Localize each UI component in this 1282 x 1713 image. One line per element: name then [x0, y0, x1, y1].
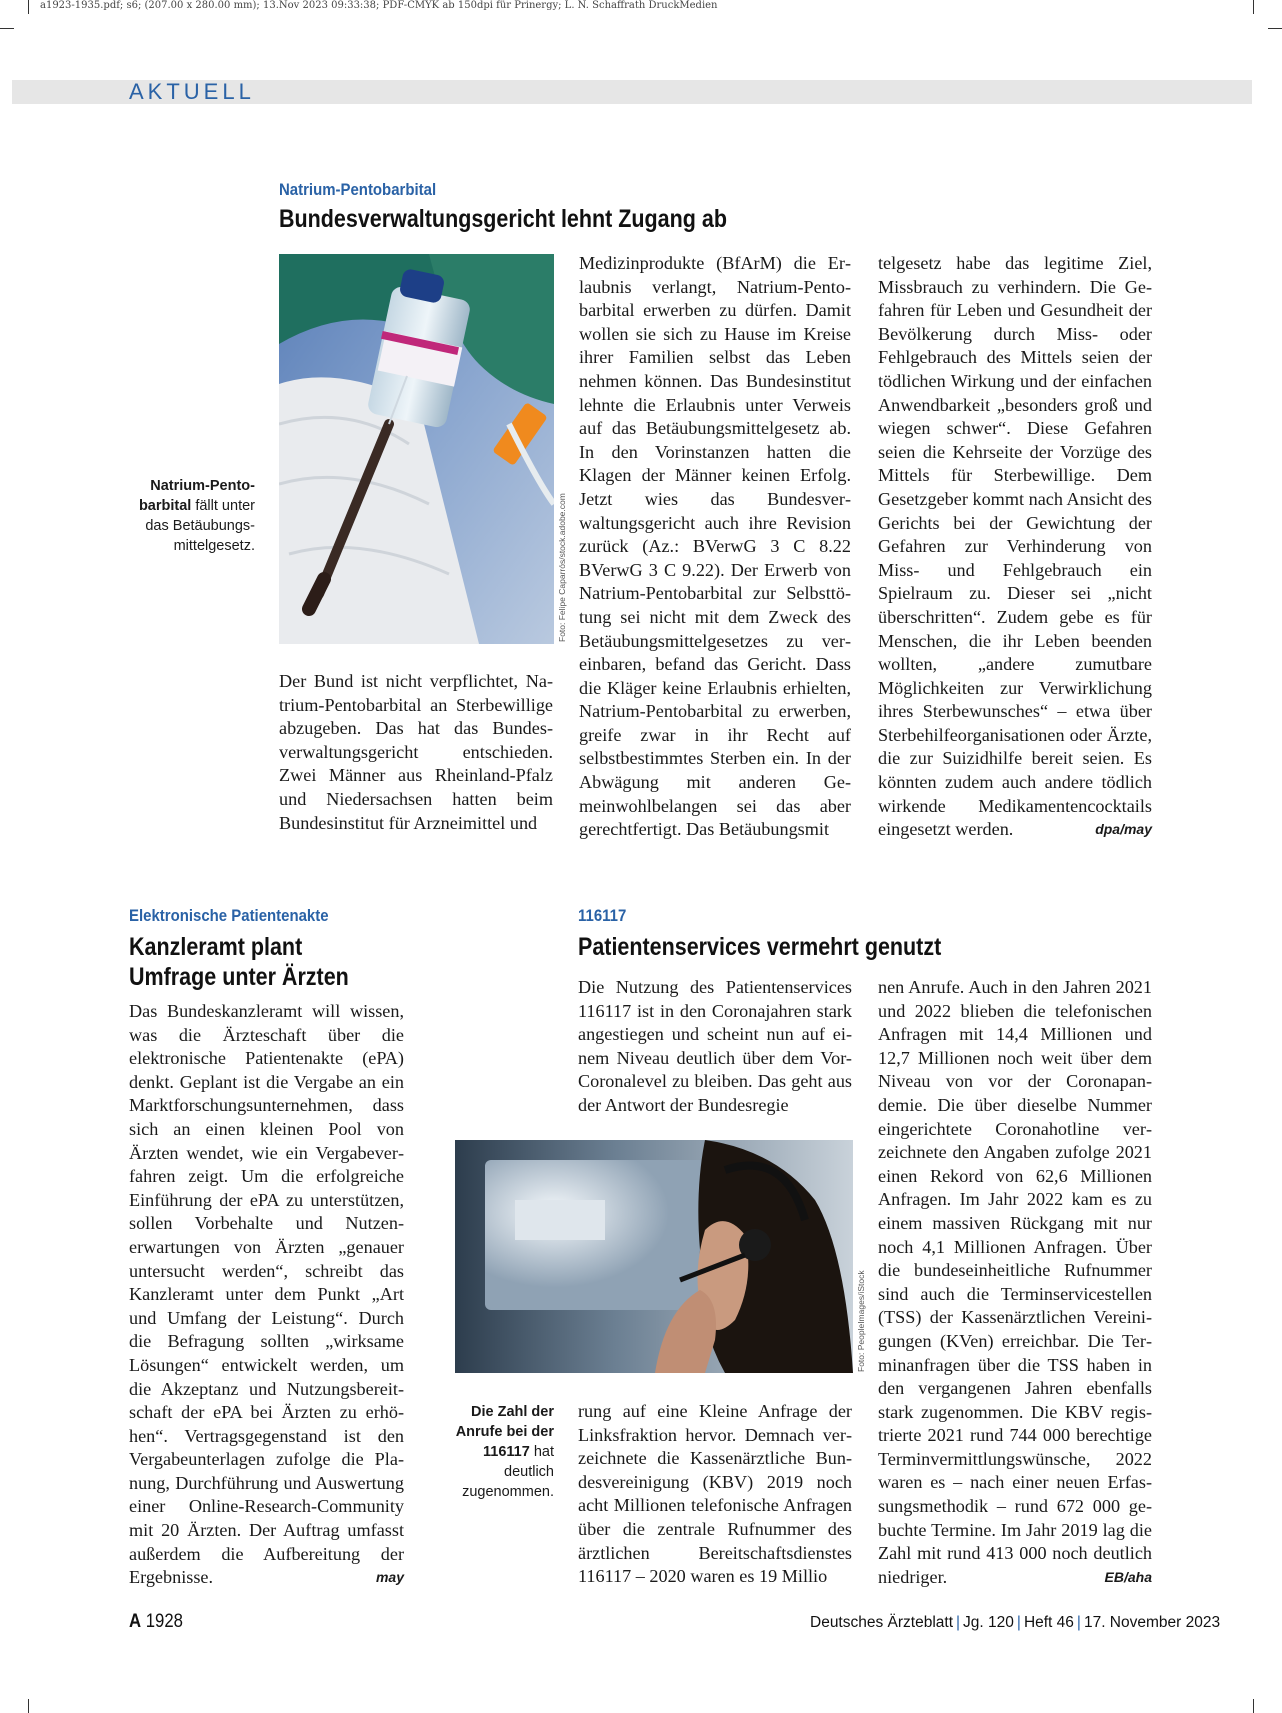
article2-headline-line1: Kanzleramt plant [129, 933, 303, 961]
article3-photo-credit: Foto: PeopleImages/iStock [856, 1270, 866, 1372]
caption-bold: Natrium-Pento-barbital [138, 478, 255, 514]
page-prefix: A [129, 1611, 142, 1632]
article1-column-2 [579, 252, 851, 842]
crop-mark [28, 0, 29, 14]
page-number-value: 1928 [145, 1611, 183, 1632]
article3-column-1-bottom [578, 1400, 852, 1589]
section-label: AKTUELL [129, 79, 255, 104]
journal-footer [810, 1614, 1221, 1632]
article3-col2-body: nen Anrufe. Auch in den Jahren 2021 und 2022 blieben die telefonischen Anfragen mit 14,4 Millionen und 12,7 Millionen noch weit über dem Niveau von vor der Coronapandemie. Die über dieselbe Nummer eingerichtete Coronahotline verzeichnete den Angaben zufolge 2021 einen Rekord von 62,6 Millionen Anfragen. Im Jahr 2022 kam es zu einem massiven Rückgang mit nur noch 4,1 Millionen Anfragen. Über die bundeseinheitliche Rufnummer sind auch die Terminservicestellen (TSS) der Kassenärztlichen Vereinigungen (KVen) erreichbar. Die Terminanfragen über die TSS haben in den vergangenen Jahren ebenfalls stark zugenommen. Die KBV registrierte 2021 rund 744 000 berechtige Terminvermittlungswünsche, 2022 waren es – nach einer neuen Erfassungsmethodik – rund 672 000 gebuchte Termine. Im Jahr 2019 lag die Zahl mit rund 413 000 noch deutlich niedriger. [878, 977, 1152, 1587]
footer-separator: | [1076, 1614, 1081, 1631]
article1-kicker: Natrium-Pentobarbital [279, 180, 437, 199]
article1-column-1 [279, 670, 553, 835]
journal-volume: Jg. 120 [963, 1614, 1014, 1631]
crop-mark [1268, 28, 1282, 29]
print-slug-line: a1923-1935.pdf; s6; (207.00 x 280.00 mm); 13.Nov 2023 09:33:38; PDF-CMYK ab 150dpi für Prinergy; L. N. Schaffrath DruckMedien [40, 0, 718, 11]
article3-signature: EB/aha [1104, 1568, 1152, 1585]
article3-col2-text [878, 976, 1152, 1589]
article2-body-text [129, 1000, 404, 1590]
article1-col3-body: telgesetz habe das legitime Ziel, Missbrauch zu verhindern. Die Gefahren für Leben und Gesundheit der Bevölkerung durch Miss- oder Fehlgebrauch des Mittels seien der tödlichen Wirkung und der einfachen Anwendbarkeit „besonders groß und wiegen schwer“. Diese Gefahren seien die Kehrseite der Vorzüge des Mittels für Sterbewillige. Dem Gesetzgeber kommt nach Ansicht des Gerichts bei der Gewichtung der Gefahren zur Verhinderung von Miss- und Fehlgebrauch ein Spielraum zu. Dieser sei „nicht überschritten“. Zudem gebe es für Menschen, die ihr Leben beenden wollten, „andere zumutbare Möglichkeiten zur Verwirklichung ihres Sterbewunsches“ – etwa über Sterbehilfeorganisationen oder Ärzte, die zur Suizidhilfe bereit seien. Es könnten zudem auch andere tödlich wirkende Medikamentencocktails eingesetzt werden. [878, 253, 1152, 840]
page-number [129, 1611, 183, 1633]
article3-column-2 [878, 976, 1152, 1589]
article1-image-caption [130, 476, 255, 556]
article3-col1-bottom-text: rung auf eine Kleine Anfrage der Linksfraktion hervor. Demnach verzeichnete die Kassenärztliche Bundesvereinigung (KBV) 2019 noch acht Millionen telefonische Anfragen über die zentrale Rufnummer des ärztlichen Bereitschaftsdienstes 116117 – 2020 waren es 19 Millio [578, 1401, 852, 1587]
article1-col3-text [878, 252, 1152, 842]
article2-signature: may [375, 1569, 404, 1586]
article1-col1-text: Der Bund ist nicht verpflichtet, Natrium-Pentobarbital an Sterbewillige abzugeben. Das hat das Bundesverwaltungsgericht entschieden. Zwei Männer aus Rheinland-Pfalz und Niedersachsen hatten beim Bundesinstitut für Arzneimittel und [279, 671, 553, 833]
headset-woman-illustration [455, 1140, 853, 1373]
article2-body-copy: Das Bundeskanzleramt will wissen, was die Ärzteschaft über die elektronische Patientenakte (ePA) denkt. Geplant ist die Vergabe an ein Marktforschungsunternehmen, dass sich an einen kleinen Pool von Ärzten wendet, wie ein Vergabeverfahren zeigt. Um die erfolgreiche Einführung der ePA zu unterstützen, sollen Vorbehalte und Nutzenerwartungen von Ärzten „genauer untersucht werden“, schreibt das Kanzleramt unter dem Punkt „Art und Umfang der Leistung“. Durch die Befragung sollten „wirksame Lösungen“ entwickelt werden, um die Akzeptanz und Nutzungsbereitschaft der ePA bei Ärzten zu erhöhen“. Vertragsgegenstand ist den Vergabeunterlagen zufolge die Planung, Durchführung und Auswertung einer Online-Research-Community mit 20 Ärzten. Der Auftrag umfasst außerdem die Aufbereitung der Ergebnisse. [129, 1001, 404, 1588]
caption-text: hat deutlich zugenommen. [462, 1444, 554, 1500]
vial-syringe-illustration [279, 254, 554, 644]
caption-text: fällt unter das Betäubungs-mittelgesetz. [145, 498, 255, 554]
article3-column-1-top [578, 976, 852, 1118]
pentobarbital-vial-photo [279, 254, 554, 644]
call-center-headset-photo [455, 1140, 853, 1373]
article1-signature: dpa/may [1095, 821, 1152, 838]
article3-headline: Patientenservices vermehrt genutzt [578, 933, 942, 961]
article1-photo-credit: Foto: Felipe Caparrós/stock.adobe.com [557, 493, 567, 642]
article3-image-caption [448, 1402, 554, 1502]
article2-headline-line2: Umfrage unter Ärzten [129, 963, 349, 991]
article3-col1-top-text: Die Nutzung des Patientenservices 116117 ist in den Coronajahren stark angestiegen und scheint nun auf einem Niveau deutlich über dem Vor-Coronalevel zu bleiben. Das geht aus der Antwort der Bundesregie [578, 977, 852, 1115]
journal-issue: Heft 46 [1023, 1614, 1074, 1631]
crop-mark [28, 1699, 29, 1713]
footer-separator: | [1016, 1614, 1021, 1631]
crop-mark [1253, 0, 1254, 14]
article1-column-3 [878, 252, 1152, 842]
article2-body [129, 1000, 404, 1590]
article1-headline: Bundesverwaltungsgericht lehnt Zugang ab [279, 205, 727, 233]
footer-separator: | [956, 1614, 961, 1631]
crop-mark [1253, 1699, 1254, 1713]
journal-name: Deutsches Ärzteblatt [810, 1614, 954, 1631]
article2-kicker: Elektronische Patientenakte [129, 906, 329, 925]
article2-headline [129, 932, 349, 992]
crop-mark [0, 28, 14, 29]
article3-kicker: 116117 [578, 906, 627, 925]
caption-bold: Die Zahl der Anrufe bei der 116117 [455, 1404, 554, 1460]
journal-date: 17. November 2023 [1083, 1614, 1221, 1631]
article1-col2-text: Medizinprodukte (BfArM) die Erlaubnis verlangt, Natrium-Pentobarbital erwerben zu dürfen. Damit wollen sie sich zu Hause im Kreise ihrer Familien selbst das Leben nehmen können. Das Bundesinstitut lehnte die Erlaubnis unter Verweis auf das Betäubungsmittelgesetz ab. In den Vorinstanzen hatten die Klagen der Männer keinen Erfolg. Jetzt wies das Bundesverwaltungsgericht auch ihre Revision zurück (Az.: BVerwG 3 C 8.22 BVerwG 3 C 9.22). Der Erwerb von Natrium-Pentobarbital zur Selbsttötung sei nicht mit dem Zweck des Betäubungsmittelgesetzes zu vereinbaren, befand das Gericht. Dass die Kläger keine Erlaubnis erhielten, Natrium-Pentobarbital zu erwerben, greife zwar in ihr Recht auf selbstbestimmtes Sterben ein. In der Abwägung mit anderen Gemeinwohlbelangen sei das aber gerechtfertigt. Das Betäubungsmit [579, 253, 851, 840]
